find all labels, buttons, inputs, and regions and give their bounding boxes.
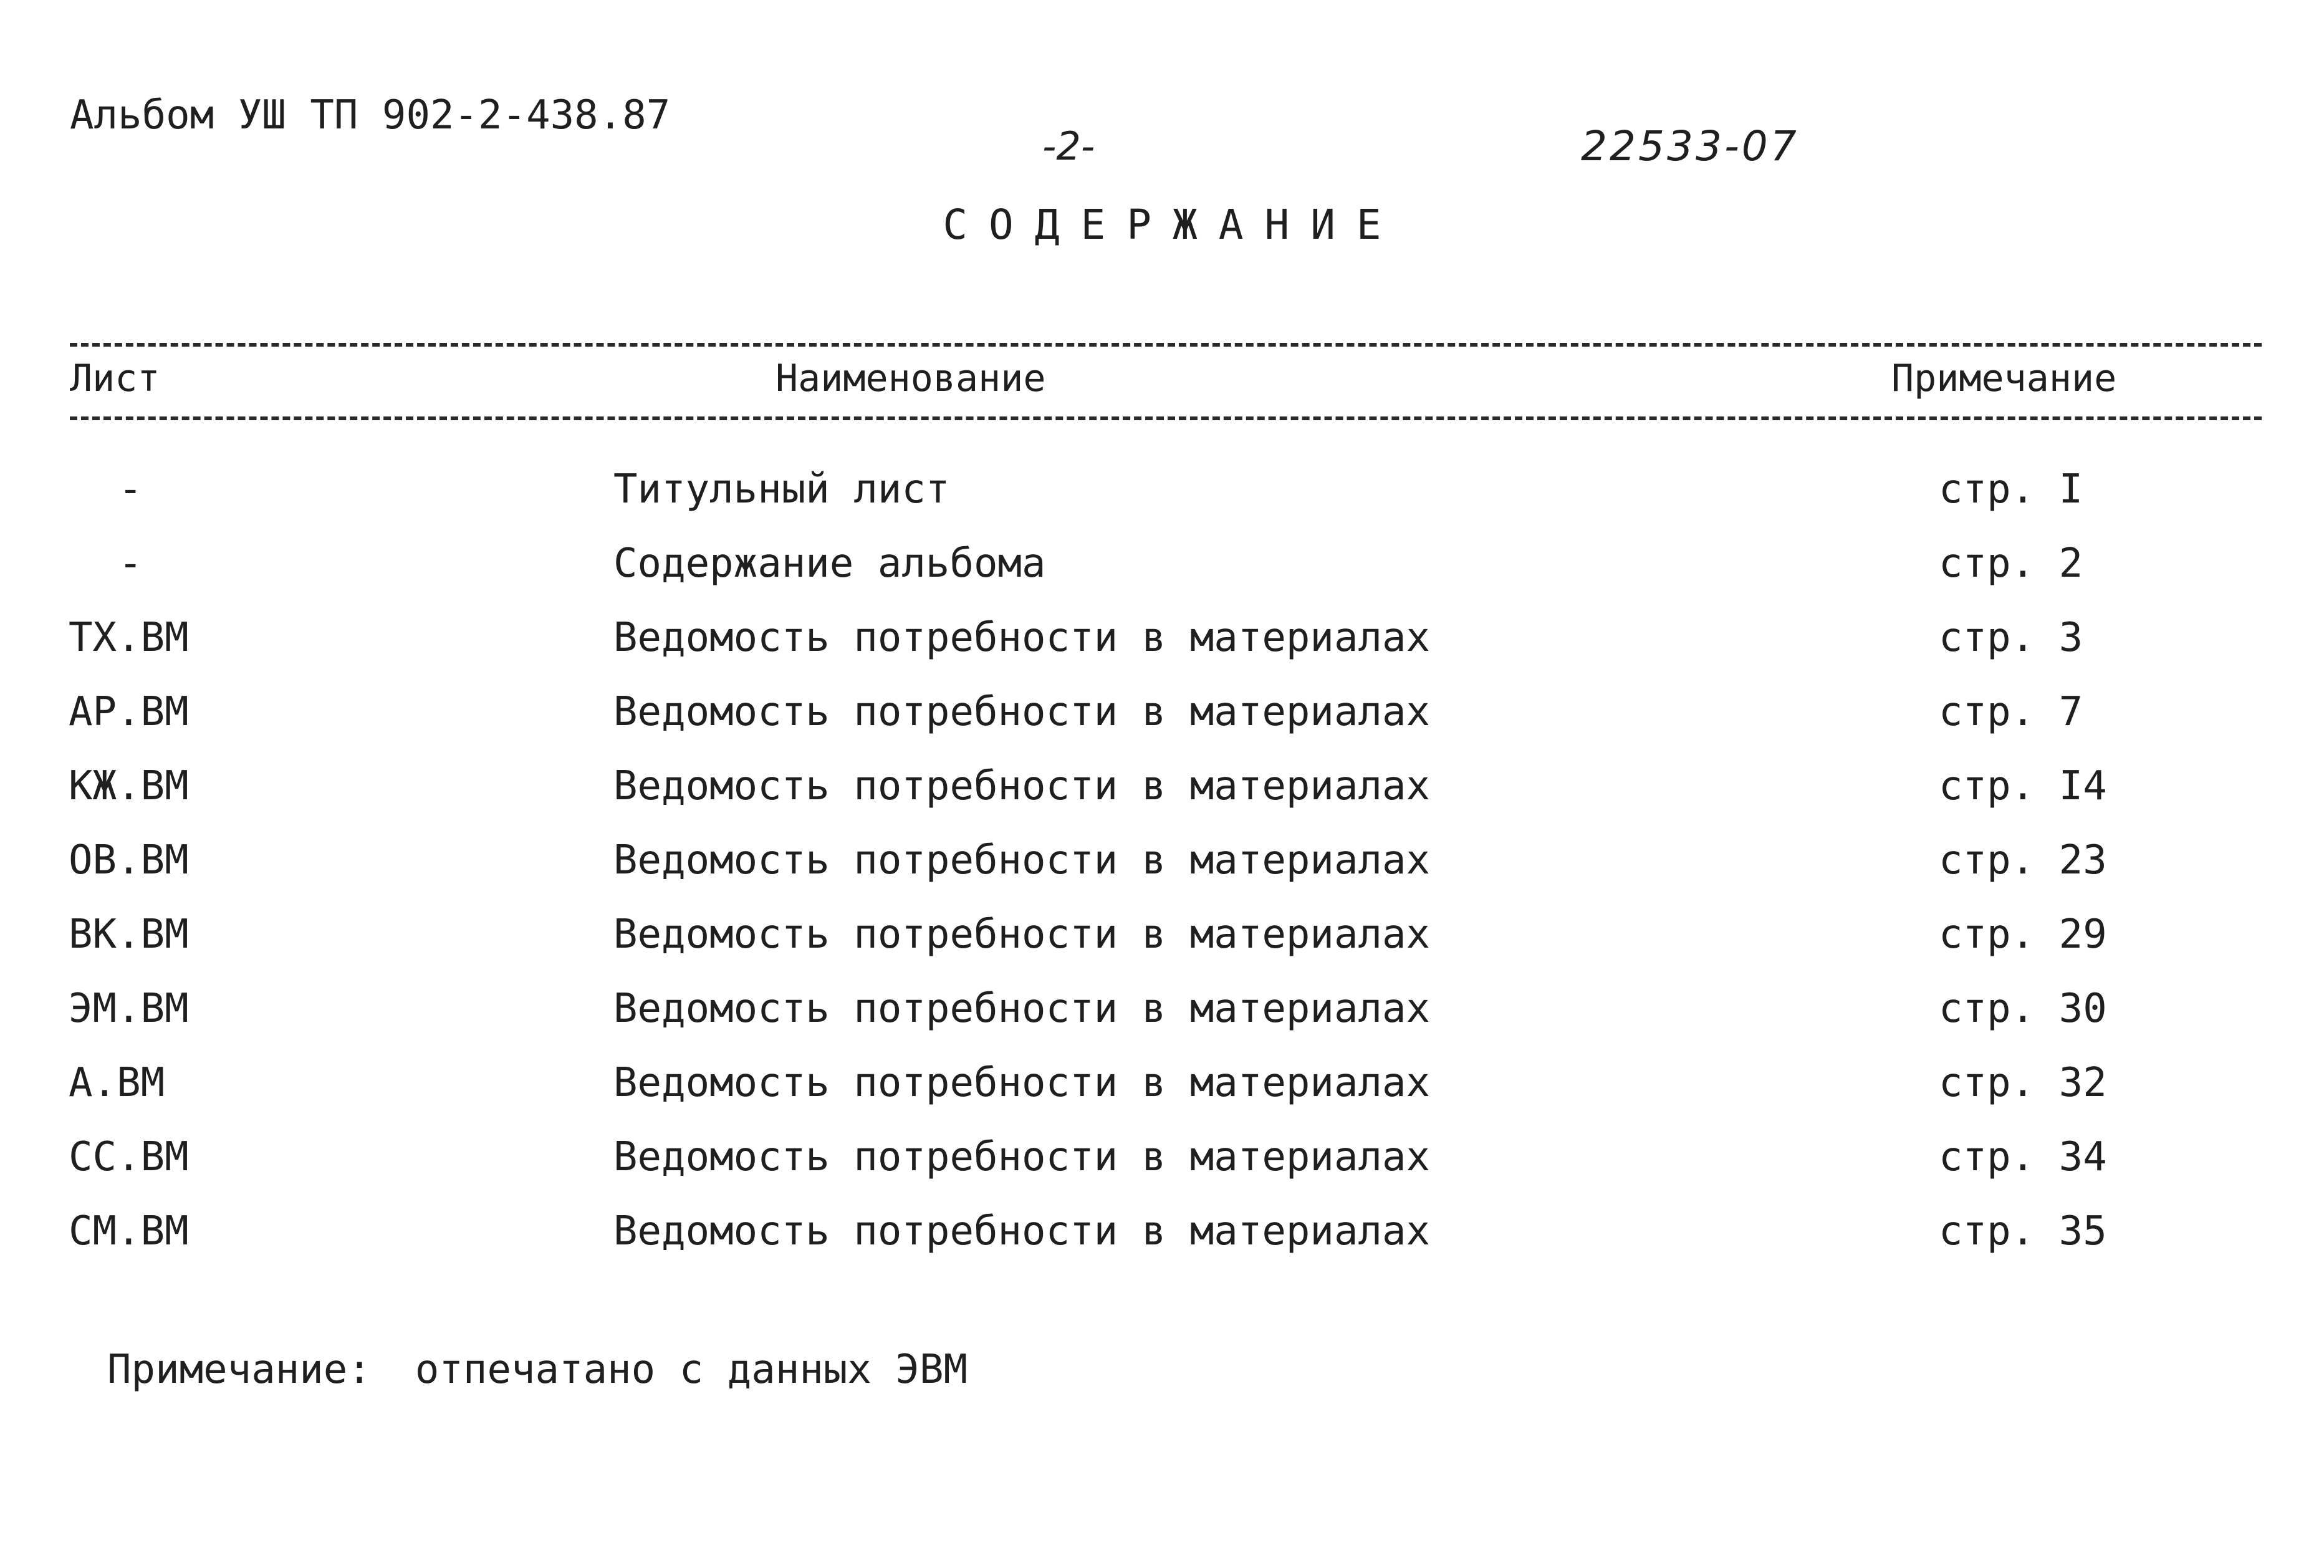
sheet-title: Ведомость потребности в материалах — [613, 1060, 1431, 1106]
document-code: 22533-07 — [1581, 122, 1799, 170]
page-number: -2- — [1042, 123, 1095, 169]
sheet-code: - — [118, 541, 143, 587]
sheet-title: Ведомость потребности в материалах — [613, 911, 1431, 958]
sheet-title: Ведомость потребности в материалах — [613, 689, 1431, 735]
sheet-title: Ведомость потребности в материалах — [613, 763, 1431, 809]
page-title: СОДЕРЖАНИЕ — [943, 201, 1403, 249]
table-row — [0, 689, 2324, 763]
page-reference: стр. 7 — [1939, 689, 2083, 735]
sheet-code: СС.ВМ — [69, 1134, 189, 1180]
table-row — [0, 763, 2324, 837]
table-row — [0, 1060, 2324, 1134]
sheet-title: Ведомость потребности в материалах — [613, 986, 1431, 1032]
sheet-title: Ведомость потребности в материалах — [613, 1208, 1431, 1254]
sheet-title: Содержание альбома — [613, 541, 1046, 587]
sheet-code: ТХ.ВМ — [69, 615, 189, 661]
sheet-code: АР.ВМ — [69, 689, 189, 735]
table-row — [0, 615, 2324, 689]
table-row — [0, 911, 2324, 986]
page-reference: стр. 34 — [1939, 1134, 2107, 1180]
page-reference: стр. 35 — [1939, 1208, 2107, 1254]
sheet-title: Ведомость потребности в материалах — [613, 615, 1431, 661]
table-row — [0, 837, 2324, 911]
table-header-divider — [70, 416, 2262, 420]
column-header-name: Наименование — [775, 357, 1046, 400]
table-row — [0, 541, 2324, 615]
column-header-note: Примечание — [1891, 357, 2117, 400]
sheet-code: - — [118, 466, 143, 512]
table-row — [0, 986, 2324, 1060]
page-reference: стр. 30 — [1939, 986, 2107, 1032]
table-top-divider — [70, 343, 2262, 347]
footnote — [107, 1347, 968, 1393]
page-reference: стр. I4 — [1939, 763, 2107, 809]
sheet-code: ЭМ.ВМ — [69, 986, 189, 1032]
page-reference: стр. 29 — [1939, 911, 2107, 958]
sheet-title: Ведомость потребности в материалах — [613, 837, 1431, 883]
sheet-code: А.ВМ — [69, 1060, 165, 1106]
sheet-title: Ведомость потребности в материалах — [613, 1134, 1431, 1180]
sheet-code: КЖ.ВМ — [69, 763, 189, 809]
footnote-label: Примечание: — [107, 1347, 372, 1393]
table-row — [0, 1208, 2324, 1282]
table-row — [0, 1134, 2324, 1208]
page-reference: стр. 23 — [1939, 837, 2107, 883]
sheet-code: ОВ.ВМ — [69, 837, 189, 883]
sheet-code: СМ.ВМ — [69, 1208, 189, 1254]
page-reference: стр. 2 — [1939, 541, 2083, 587]
table-row — [0, 466, 2324, 541]
sheet-title: Титульный лист — [613, 466, 950, 512]
page-reference: стр. I — [1939, 466, 2083, 512]
page-reference: стр. 32 — [1939, 1060, 2107, 1106]
sheet-code: ВК.ВМ — [69, 911, 189, 958]
page-reference: стр. 3 — [1939, 615, 2083, 661]
column-header-sheet: Лист — [70, 357, 160, 400]
album-designation: Альбом УШ ТП 902-2-438.87 — [70, 92, 671, 138]
footnote-text: отпечатано с данных ЭВМ — [415, 1347, 968, 1393]
